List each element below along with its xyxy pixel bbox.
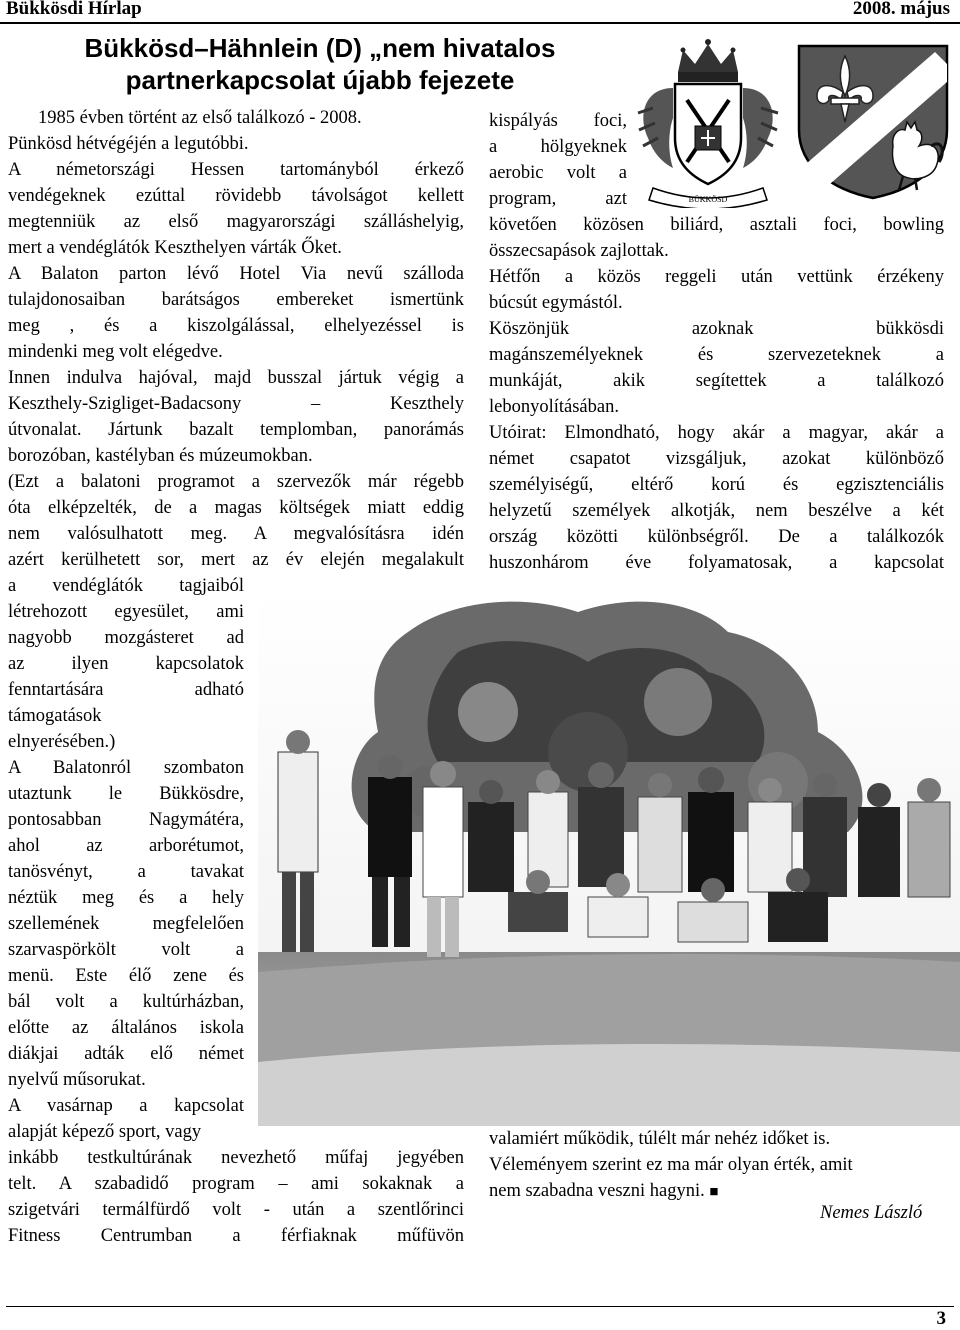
text-line: huszonhárom éve folyamatosak, a kapcsolat <box>489 553 944 573</box>
footer-rule <box>6 1306 954 1307</box>
text-line: szarvaspörkölt volt a <box>8 940 244 960</box>
text-line: követően közösen biliárd, asztali foci, bowling <box>489 215 944 235</box>
article-title-line-2: partnerkapcsolat újabb fejezete <box>125 65 515 95</box>
text-line: német csapatot vizsgáljuk, azokat különböző <box>489 449 944 469</box>
publication-name: Bükkösdi Hírlap <box>6 0 142 19</box>
article-title <box>40 32 600 96</box>
text-line: program, azt <box>489 189 627 209</box>
text-line: menü. Este élő zene és <box>8 966 244 986</box>
text-line: ahol az arborétumot, <box>8 836 244 856</box>
text-line: vendégeknek ezúttal rövidebb távolságot kellett <box>8 186 464 206</box>
text-line: meg , és a kiszolgálással, elhelyezéssel is <box>8 316 464 336</box>
text-line: diákjai adták elő német <box>8 1044 244 1064</box>
text-line: nagyobb mozgásteret ad <box>8 628 244 648</box>
text-line: aerobic volt a <box>489 163 627 183</box>
scroll-banner <box>649 188 767 208</box>
text-line: helyzetű személyek alkotják, nem beszélve a két <box>489 501 944 521</box>
text-line: személyiségű, eltérő korú és egzisztenciális <box>489 475 944 495</box>
text-line: a vendéglátók tagjaiból <box>8 576 244 596</box>
text-line: a hölgyeknek <box>489 137 627 157</box>
text-line: mert a vendéglátók Keszthelyen várták Őket. <box>8 238 342 258</box>
text-line: Fitness Centrumban a férfiaknak műfüvön <box>8 1226 464 1246</box>
text-line: Innen indulva hajóval, majd busszal jártuk végig a <box>8 368 464 388</box>
text-line: (Ezt a balatoni programot a szervezők már régebb <box>8 472 464 492</box>
text-line: fenntartására adható <box>8 680 244 700</box>
text-line: 1985 évben történt az első találkozó - 2008. <box>38 108 362 128</box>
text-line: bál volt a kultúrházban, <box>8 992 244 1012</box>
text-line: alapját képező sport, vagy <box>8 1122 202 1142</box>
text-line: A németországi Hessen tartományból érkező <box>8 160 464 180</box>
text-line: tanösvényt, a tavakat <box>8 862 244 882</box>
group-photo-image <box>258 592 960 1126</box>
text-line: szellemének megfelelően <box>8 914 244 934</box>
article-title-line-1: Bükkösd–Hähnlein (D) „nem hivatalos <box>84 33 556 63</box>
text-line: nem valósulhatott meg. A megvalósításra idén <box>8 524 464 544</box>
text-line: valamiért működik, túlélt már nehéz időket is. <box>489 1129 831 1149</box>
text-line: Keszthely-Szigliget-Badacsony – Keszthely <box>8 394 464 414</box>
author-signature: Nemes László <box>820 1203 923 1223</box>
scroll-text: BÜKKÖSD <box>688 195 728 204</box>
text-line: pontosabban Nagymátéra, <box>8 810 244 830</box>
text-line: megtenniük az első magyarországi szálláshelyig, <box>8 212 464 232</box>
issue-date: 2008. május <box>852 0 950 19</box>
text-line: létrehozott egyesület, ami <box>8 602 244 622</box>
page-header <box>0 0 960 24</box>
closing-text: nem szabadna veszni hagyni. <box>489 1181 705 1201</box>
text-line: A Balatonról szombaton <box>8 758 244 778</box>
text-line: magánszemélyeknek és szervezeteknek a <box>489 345 944 365</box>
text-line: A vasárnap a kapcsolat <box>8 1096 244 1116</box>
text-line: elnyerésében.) <box>8 732 116 752</box>
hahnlein-coat-of-arms <box>795 42 951 200</box>
crown-icon <box>678 39 738 82</box>
text-line: útvonalat. Jártunk bazalt templomban, panorámás <box>8 420 464 440</box>
text-line: lebonyolításában. <box>489 397 619 417</box>
text-line: tulajdonosaiban barátságos embereket ismertünk <box>8 290 464 310</box>
text-line: néztük meg és a hely <box>8 888 244 908</box>
text-line: előtte az általános iskola <box>8 1018 244 1038</box>
page-number: 3 <box>936 1308 946 1329</box>
text-line: azért kerülhetett sor, mert az év elején megalakult <box>8 550 464 570</box>
end-mark-icon: ■ <box>709 1184 719 1200</box>
text-line: Pünkösd hétvégéjén a legutóbbi. <box>8 134 249 154</box>
text-line: kispályás foci, <box>489 111 627 131</box>
text-line: az ilyen kapcsolatok <box>8 654 244 674</box>
text-line: összecsapások zajlottak. <box>489 241 669 261</box>
text-line: ország közötti különbségről. De a találkozók <box>489 527 944 547</box>
text-line: Véleményem szerint ez ma már olyan érték, amit <box>489 1155 853 1175</box>
text-line: szigetvári termálfürdő volt - után a szentlőrinci <box>8 1200 464 1220</box>
text-line <box>489 1178 718 1205</box>
text-line: Köszönjük azoknak bükkösdi <box>489 319 944 339</box>
text-line: Hétfőn a közös reggeli után vettünk érzékeny <box>489 267 944 287</box>
bukkosd-coat-of-arms <box>633 38 783 208</box>
text-line: óta elképzelték, de a magas költségek miatt eddig <box>8 498 464 518</box>
text-line: búcsút egymástól. <box>489 293 623 313</box>
text-line: utaztunk le Bükkösdre, <box>8 784 244 804</box>
text-line: telt. A szabadidő program – ami sokaknak a <box>8 1174 464 1194</box>
group-photo <box>258 592 960 1126</box>
text-line: nyelvű műsorukat. <box>8 1070 146 1090</box>
text-line: A Balaton parton lévő Hotel Via nevű szálloda <box>8 264 464 284</box>
text-line: Utóirat: Elmondható, hogy akár a magyar, akár a <box>489 423 944 443</box>
text-line: támogatások <box>8 706 102 726</box>
text-line: mindenki meg volt elégedve. <box>8 342 223 362</box>
text-line: inkább testkultúrának nevezhető műfaj jegyében <box>8 1148 464 1168</box>
text-line: munkáját, akik segítettek a találkozó <box>489 371 944 391</box>
text-line: borozóban, kastélyban és múzeumokban. <box>8 446 313 466</box>
